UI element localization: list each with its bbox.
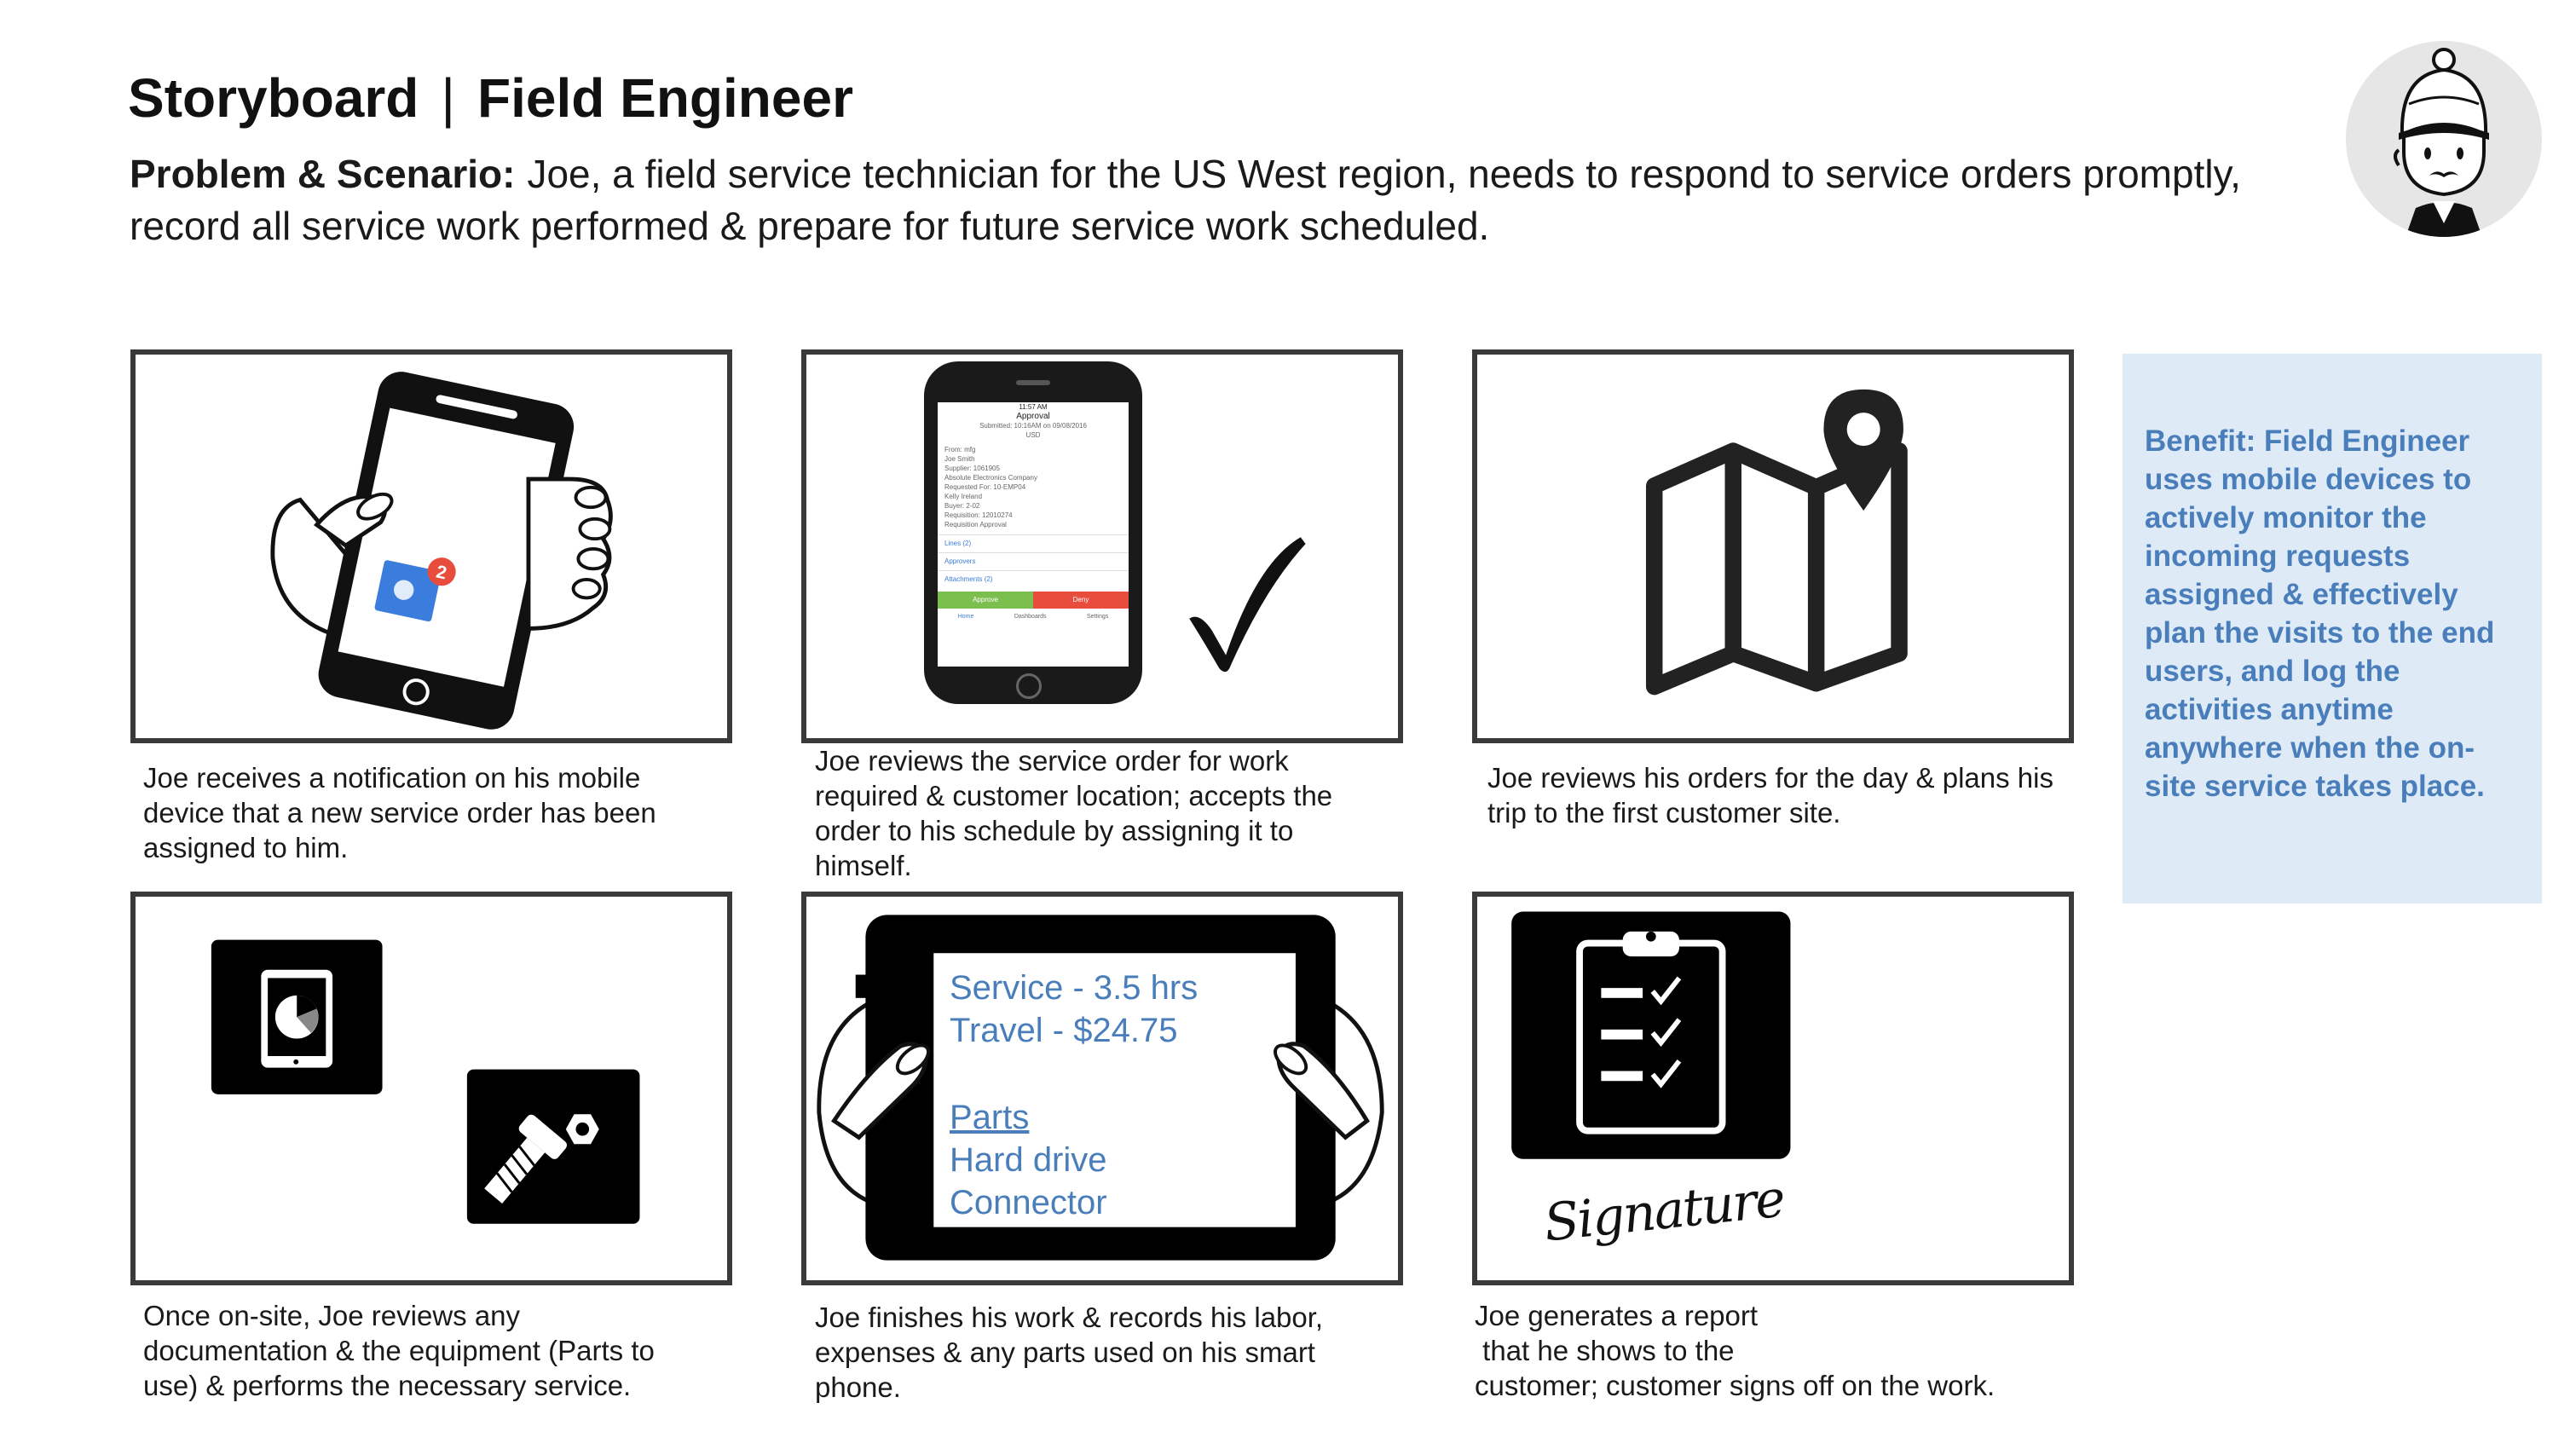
approval-link-approvers[interactable]: Approvers [938,552,1129,570]
panel-service-order [801,349,1403,743]
panel-6-caption-line: that he shows to the [1475,1335,1735,1366]
approval-line: Absolute Electronics Company [944,474,1037,482]
approval-line: Buyer: 2-02 [944,502,980,510]
tab-home[interactable]: Home [957,614,974,620]
title-separator: | [441,67,455,129]
approval-line: Requisition: 12010274 [944,511,1013,519]
notification-badge-count: 2 [434,561,449,584]
panel-on-site [130,892,732,1285]
tablet-parts-link[interactable]: Parts [950,1099,1030,1136]
tablet-part-connector: Connector [950,1184,1107,1221]
tab-settings[interactable]: Settings [1086,614,1109,620]
tab-dashboards[interactable]: Dashboards [1014,614,1047,620]
approval-line: Requested For: 10-EMP04 [944,483,1026,491]
avatar [2346,41,2542,237]
panel-1-caption: Joe receives a notification on his mobile device that a new service order has been assigned to him. [143,762,656,863]
phone-notification-illustration [136,355,727,738]
tablet-part-hard-drive: Hard drive [950,1141,1107,1179]
approval-line: Supplier: 1061905 [944,465,1000,472]
approval-line: Kelly Ireland [944,493,983,500]
approval-line: From: mfg [944,446,976,453]
approve-button[interactable]: Approve [938,592,1033,609]
panel-map [1472,349,2074,743]
approval-link-lines[interactable]: Lines (2) [938,534,1129,552]
tablet-travel: Travel - $24.75 [950,1012,1178,1049]
panel-6-caption-line: Joe generates a report [1475,1300,1759,1331]
panel-6-caption-line: customer; customer signs off on the work. [1475,1370,1996,1401]
map-pin-icon [1477,355,2069,738]
approval-currency: USD [1025,431,1041,439]
approval-submitted: Submitted: 10:16AM on 09/08/2016 [979,422,1087,430]
panel-5-caption: Joe finishes his work & records his labor, expenses & any parts used on his smart phone. [815,1302,1324,1403]
title-storyboard: Storyboard [128,67,419,129]
panel-2-caption: Joe reviews the service order for work required & customer location; accepts the order to his schedule by assigning it to himself. [815,745,1333,881]
tablet-chart-icon [211,940,383,1094]
panel-record-labor [801,892,1403,1285]
panel-3-caption: Joe reviews his orders for the day & plans his trip to the first customer site. [1487,762,2053,828]
panel-6-caption [1475,1298,2071,1403]
technician-avatar-icon [2346,41,2542,237]
panel-report [1472,892,2074,1285]
checkmark-icon [806,355,1398,738]
benefit-box [2123,354,2542,903]
status-time: 11:57 AM [1019,403,1048,411]
approval-line: Joe Smith [944,455,975,463]
panel-notification [130,349,732,743]
approval-link-attachments[interactable]: Attachments (2) [938,570,1129,588]
scenario-label: Problem & Scenario: [130,152,516,196]
tablet-service: Service - 3.5 hrs [950,969,1198,1007]
deny-button[interactable]: Deny [1033,592,1129,609]
approval-line: Requisition Approval [944,521,1007,528]
panel-4-caption: Once on-site, Joe reviews any documentation & the equipment (Parts to use) & performs the necessary service. [143,1300,655,1401]
tablet-content [950,967,1198,1224]
page-title [128,66,853,130]
benefit-text: Benefit: Field Engineer uses mobile devices to actively monitor the incoming requests assigned & effectively plan the visits to the end users, and log the activities anytime anywhere when the on-site service takes place. [2145,424,2495,803]
scenario-text: Joe, a field service technician for the US West region, needs to respond to service orders promptly, record all service work performed & prepare for future service work scheduled. [130,152,2241,248]
bolt-nut-icon [467,1070,640,1224]
title-field-engineer: Field Engineer [477,67,853,129]
approval-header: Approval [1016,412,1050,421]
documentation-illustration [136,897,727,1280]
problem-scenario [130,148,2312,252]
customer-signature: Signature [1541,1169,1787,1254]
